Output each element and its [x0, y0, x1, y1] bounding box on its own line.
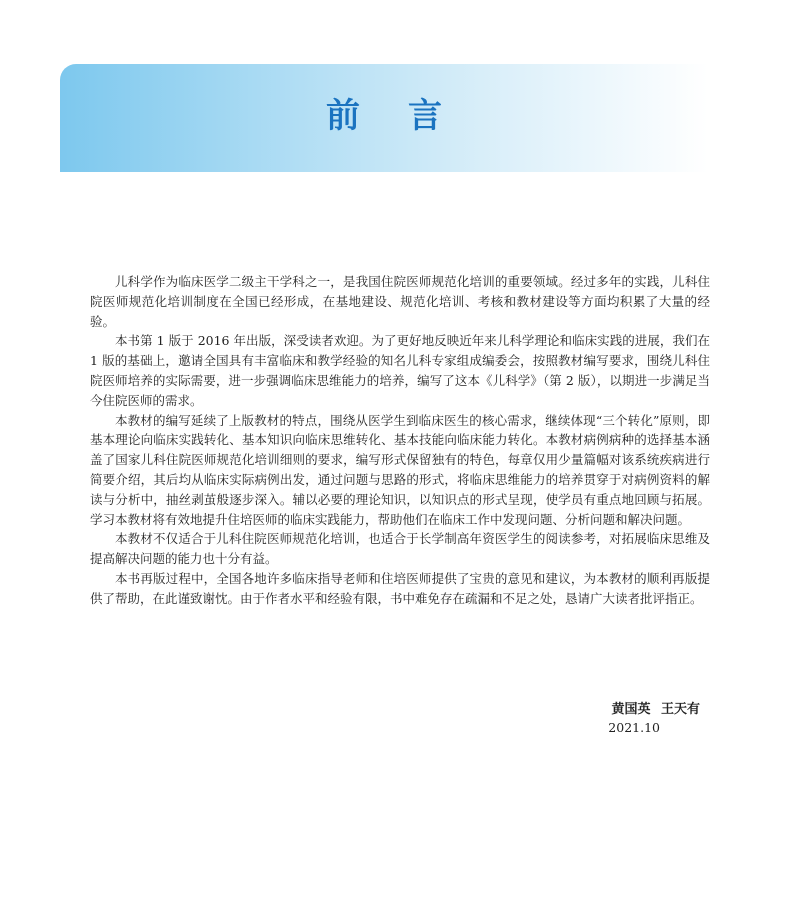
preface-body [90, 272, 710, 609]
signature-date: 2021.10 [608, 720, 660, 735]
paragraph: 本书第 1 版于 2016 年出版，深受读者欢迎。为了更好地反映近年来儿科学理论和临床实践的进展，我们在 1 版的基础上，邀请全国具有丰富临床和教学经验的知名儿科专家组成编委会，按照教材编写要求，围绕儿科住院医师培养的实际需要，进一步强调临床思维能力的培养，编写了这本《儿科学》（第 2 版），以期进一步满足当今住院医师的需求。 [90, 333, 710, 408]
paragraph: 本书再版过程中，全国各地许多临床指导老师和住培医师提供了宝贵的意见和建议，为本教材的顺利再版提供了帮助，在此谨致谢忱。由于作者水平和经验有限，书中难免存在疏漏和不足之处，恳请广大读者批评指正。 [90, 570, 710, 606]
paragraph: 本教材的编写延续了上版教材的特点，围绕从医学生到临床医生的核心需求，继续体现“三个转化”原则，即基本理论向临床实践转化、基本知识向临床思维转化、基本技能向临床能力转化。本教材病例病种的选择基本涵盖了国家儿科住院医师规范化培训细则的要求，编写形式保留独有的特色，每章仅用少量篇幅对该系统疾病进行简要介绍，其后均从临床实际病例出发，通过问题与思路的形式，将临床思维能力的培养贯穿于对病例资料的解读与分析中，抽丝剥茧般逐步深入。辅以必要的理论知识，以知识点的形式呈现，使学员有重点地回顾与拓展。学习本教材将有效地提升住培医师的临床实践能力，帮助他们在临床工作中发现问题、分析问题和解决问题。 [90, 412, 710, 527]
paragraph: 儿科学作为临床医学二级主干学科之一，是我国住院医师规范化培训的重要领域。经过多年的实践，儿科住院医师规范化培训制度在全国已经形成，在基地建设、规范化培训、考核和教材建设等方面均积累了大量的经验。 [90, 274, 710, 329]
page-title: 前言 [326, 96, 490, 136]
author-signature: 黄国英 王天有 [611, 702, 700, 717]
paragraph: 本教材不仅适合于儿科住院医师规范化培训，也适合于长学制高年资医学生的阅读参考，对拓展临床思维及提高解决问题的能力也十分有益。 [90, 531, 710, 567]
